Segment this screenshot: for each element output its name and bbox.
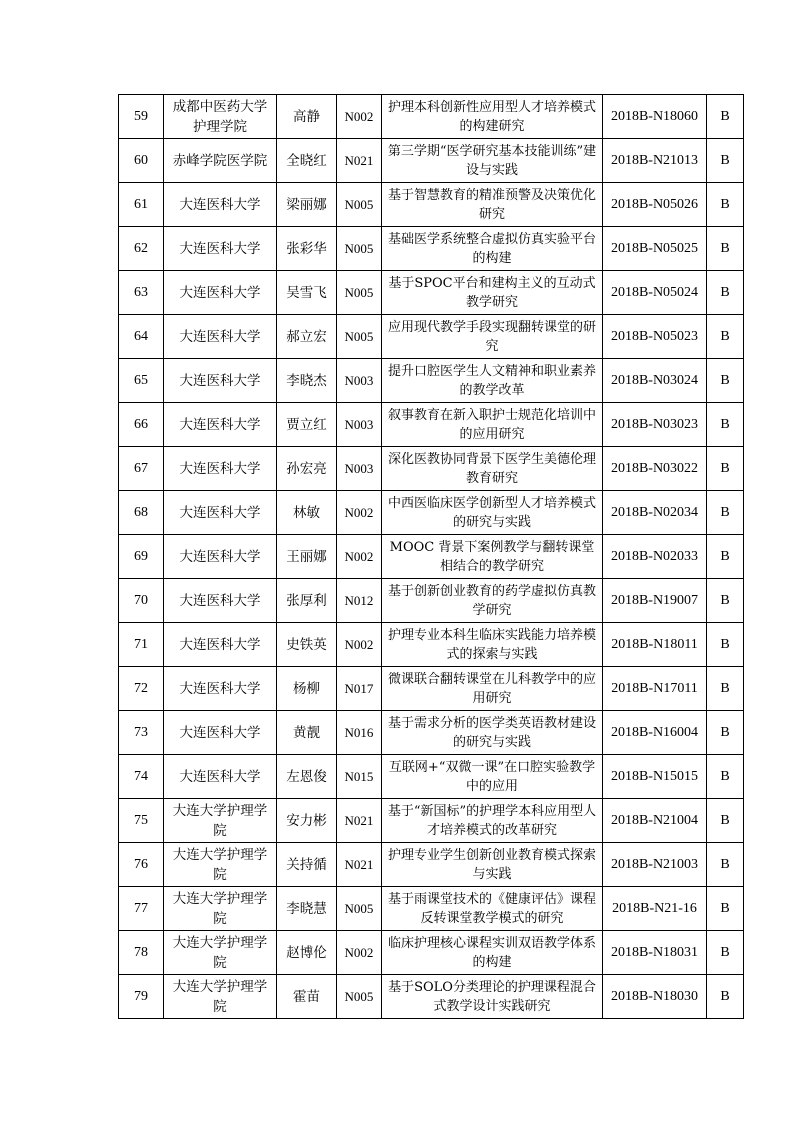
- category-code-cell: N021: [337, 843, 382, 887]
- project-topic-cell: 基于SPOC平台和建构主义的互动式教学研究: [382, 271, 603, 315]
- row-number: 76: [119, 843, 164, 887]
- project-topic-cell: 深化医教协同背景下医学生美德伦理教育研究: [382, 447, 603, 491]
- category-code-cell: N003: [337, 403, 382, 447]
- school-cell: 成都中医药大学护理学院: [164, 95, 277, 139]
- grade-cell: B: [707, 755, 744, 799]
- row-number: 68: [119, 491, 164, 535]
- category-code-cell: N002: [337, 95, 382, 139]
- leader-name-cell: 高静: [277, 95, 337, 139]
- leader-name-cell: 张彩华: [277, 227, 337, 271]
- grade-cell: B: [707, 975, 744, 1019]
- leader-name-cell: 霍苗: [277, 975, 337, 1019]
- table-row: [119, 843, 744, 887]
- project-topic-cell: 微课联合翻转课堂在儿科教学中的应用研究: [382, 667, 603, 711]
- project-topic-cell: 叙事教育在新入职护士规范化培训中的应用研究: [382, 403, 603, 447]
- category-code-cell: N021: [337, 139, 382, 183]
- school-cell: 赤峰学院医学院: [164, 139, 277, 183]
- category-code-cell: N015: [337, 755, 382, 799]
- category-code-cell: N002: [337, 623, 382, 667]
- row-number: 64: [119, 315, 164, 359]
- leader-name-cell: 关持循: [277, 843, 337, 887]
- grade-cell: B: [707, 931, 744, 975]
- category-code-cell: N005: [337, 183, 382, 227]
- category-code-cell: N021: [337, 799, 382, 843]
- row-number: 78: [119, 931, 164, 975]
- project-topic-cell: 护理专业本科生临床实践能力培养模式的探索与实践: [382, 623, 603, 667]
- grade-cell: B: [707, 843, 744, 887]
- leader-name-cell: 李晓慧: [277, 887, 337, 931]
- school-cell: 大连医科大学: [164, 359, 277, 403]
- leader-name-cell: 杨柳: [277, 667, 337, 711]
- project-topic-cell: 护理专业学生创新创业教育模式探索与实践: [382, 843, 603, 887]
- project-topic-cell: 中西医临床医学创新型人才培养模式的研究与实践: [382, 491, 603, 535]
- row-number: 69: [119, 535, 164, 579]
- table-row: [119, 403, 744, 447]
- table-row: [119, 95, 744, 139]
- project-id-cell: 2018B-N03022: [603, 447, 707, 491]
- table-row: [119, 359, 744, 403]
- table-row: [119, 975, 744, 1019]
- leader-name-cell: 孙宏亮: [277, 447, 337, 491]
- row-number: 66: [119, 403, 164, 447]
- row-number: 74: [119, 755, 164, 799]
- project-topic-cell: 基于创新创业教育的药学虚拟仿真教学研究: [382, 579, 603, 623]
- school-cell: 大连医科大学: [164, 447, 277, 491]
- school-cell: 大连医科大学: [164, 579, 277, 623]
- category-code-cell: N005: [337, 975, 382, 1019]
- project-id-cell: 2018B-N17011: [603, 667, 707, 711]
- leader-name-cell: 全晓红: [277, 139, 337, 183]
- row-number: 71: [119, 623, 164, 667]
- leader-name-cell: 吴雪飞: [277, 271, 337, 315]
- category-code-cell: N017: [337, 667, 382, 711]
- project-topic-cell: 应用现代教学手段实现翻转课堂的研究: [382, 315, 603, 359]
- table-row: [119, 579, 744, 623]
- leader-name-cell: 张厚利: [277, 579, 337, 623]
- school-cell: 大连大学护理学院: [164, 887, 277, 931]
- school-cell: 大连大学护理学院: [164, 843, 277, 887]
- grade-cell: B: [707, 491, 744, 535]
- grade-cell: B: [707, 403, 744, 447]
- table-row: [119, 183, 744, 227]
- project-id-cell: 2018B-N15015: [603, 755, 707, 799]
- row-number: 63: [119, 271, 164, 315]
- leader-name-cell: 贾立红: [277, 403, 337, 447]
- leader-name-cell: 赵博伦: [277, 931, 337, 975]
- project-table: [118, 94, 744, 1019]
- project-topic-cell: 基于需求分析的医学类英语教材建设的研究与实践: [382, 711, 603, 755]
- project-id-cell: 2018B-N19007: [603, 579, 707, 623]
- school-cell: 大连医科大学: [164, 271, 277, 315]
- table-row: [119, 535, 744, 579]
- leader-name-cell: 黄靓: [277, 711, 337, 755]
- table-row: [119, 931, 744, 975]
- project-id-cell: 2018B-N18031: [603, 931, 707, 975]
- project-id-cell: 2018B-N05023: [603, 315, 707, 359]
- row-number: 75: [119, 799, 164, 843]
- school-cell: 大连医科大学: [164, 711, 277, 755]
- category-code-cell: N005: [337, 887, 382, 931]
- project-id-cell: 2018B-N18060: [603, 95, 707, 139]
- category-code-cell: N003: [337, 359, 382, 403]
- leader-name-cell: 李晓杰: [277, 359, 337, 403]
- row-number: 72: [119, 667, 164, 711]
- grade-cell: B: [707, 315, 744, 359]
- table-row: [119, 711, 744, 755]
- project-topic-cell: 基于SOLO分类理论的护理课程混合式教学设计实践研究: [382, 975, 603, 1019]
- school-cell: 大连医科大学: [164, 227, 277, 271]
- project-id-cell: 2018B-N03024: [603, 359, 707, 403]
- category-code-cell: N002: [337, 491, 382, 535]
- school-cell: 大连医科大学: [164, 491, 277, 535]
- grade-cell: B: [707, 711, 744, 755]
- project-topic-cell: 临床护理核心课程实训双语教学体系的构建: [382, 931, 603, 975]
- school-cell: 大连医科大学: [164, 755, 277, 799]
- row-number: 62: [119, 227, 164, 271]
- table-row: [119, 491, 744, 535]
- project-id-cell: 2018B-N05025: [603, 227, 707, 271]
- school-cell: 大连医科大学: [164, 667, 277, 711]
- leader-name-cell: 林敏: [277, 491, 337, 535]
- project-id-cell: 2018B-N18030: [603, 975, 707, 1019]
- table-row: [119, 271, 744, 315]
- row-number: 60: [119, 139, 164, 183]
- table-row: [119, 227, 744, 271]
- grade-cell: B: [707, 95, 744, 139]
- grade-cell: B: [707, 579, 744, 623]
- grade-cell: B: [707, 887, 744, 931]
- row-number: 61: [119, 183, 164, 227]
- leader-name-cell: 梁丽娜: [277, 183, 337, 227]
- grade-cell: B: [707, 447, 744, 491]
- leader-name-cell: 郝立宏: [277, 315, 337, 359]
- project-id-cell: 2018B-N18011: [603, 623, 707, 667]
- school-cell: 大连医科大学: [164, 403, 277, 447]
- project-id-cell: 2018B-N21003: [603, 843, 707, 887]
- row-number: 59: [119, 95, 164, 139]
- project-id-cell: 2018B-N16004: [603, 711, 707, 755]
- school-cell: 大连医科大学: [164, 183, 277, 227]
- category-code-cell: N016: [337, 711, 382, 755]
- leader-name-cell: 左恩俊: [277, 755, 337, 799]
- project-topic-cell: 基于雨课堂技术的《健康评估》课程反转课堂教学模式的研究: [382, 887, 603, 931]
- project-id-cell: 2018B-N05024: [603, 271, 707, 315]
- project-id-cell: 2018B-N21004: [603, 799, 707, 843]
- school-cell: 大连大学护理学院: [164, 975, 277, 1019]
- grade-cell: B: [707, 667, 744, 711]
- project-topic-cell: 第三学期“医学研究基本技能训练”建设与实践: [382, 139, 603, 183]
- grade-cell: B: [707, 271, 744, 315]
- row-number: 73: [119, 711, 164, 755]
- table-row: [119, 799, 744, 843]
- category-code-cell: N005: [337, 227, 382, 271]
- grade-cell: B: [707, 139, 744, 183]
- project-topic-cell: 护理本科创新性应用型人才培养模式的构建研究: [382, 95, 603, 139]
- category-code-cell: N005: [337, 315, 382, 359]
- category-code-cell: N012: [337, 579, 382, 623]
- grade-cell: B: [707, 623, 744, 667]
- row-number: 65: [119, 359, 164, 403]
- project-topic-cell: 互联网+“双微一课”在口腔实验教学中的应用: [382, 755, 603, 799]
- category-code-cell: N002: [337, 535, 382, 579]
- category-code-cell: N003: [337, 447, 382, 491]
- grade-cell: B: [707, 799, 744, 843]
- row-number: 67: [119, 447, 164, 491]
- project-topic-cell: MOOC 背景下案例教学与翻转课堂相结合的教学研究: [382, 535, 603, 579]
- project-id-cell: 2018B-N21013: [603, 139, 707, 183]
- leader-name-cell: 安力彬: [277, 799, 337, 843]
- school-cell: 大连医科大学: [164, 315, 277, 359]
- grade-cell: B: [707, 183, 744, 227]
- table-row: [119, 315, 744, 359]
- project-topic-cell: 基于智慧教育的精准预警及决策优化研究: [382, 183, 603, 227]
- table-row: [119, 755, 744, 799]
- grade-cell: B: [707, 359, 744, 403]
- project-topic-cell: 提升口腔医学生人文精神和职业素养的教学改革: [382, 359, 603, 403]
- table-row: [119, 887, 744, 931]
- project-topic-cell: 基于“新国标”的护理学本科应用型人才培养模式的改革研究: [382, 799, 603, 843]
- grade-cell: B: [707, 227, 744, 271]
- table-row: [119, 667, 744, 711]
- school-cell: 大连大学护理学院: [164, 931, 277, 975]
- leader-name-cell: 史铁英: [277, 623, 337, 667]
- row-number: 70: [119, 579, 164, 623]
- school-cell: 大连医科大学: [164, 535, 277, 579]
- project-topic-cell: 基础医学系统整合虚拟仿真实验平台的构建: [382, 227, 603, 271]
- project-id-cell: 2018B-N21-16: [603, 887, 707, 931]
- project-id-cell: 2018B-N03023: [603, 403, 707, 447]
- school-cell: 大连医科大学: [164, 623, 277, 667]
- leader-name-cell: 王丽娜: [277, 535, 337, 579]
- table-row: [119, 447, 744, 491]
- row-number: 77: [119, 887, 164, 931]
- table-row: [119, 623, 744, 667]
- category-code-cell: N002: [337, 931, 382, 975]
- project-id-cell: 2018B-N05026: [603, 183, 707, 227]
- school-cell: 大连大学护理学院: [164, 799, 277, 843]
- table-row: [119, 139, 744, 183]
- project-id-cell: 2018B-N02034: [603, 491, 707, 535]
- project-id-cell: 2018B-N02033: [603, 535, 707, 579]
- table-body: [119, 95, 744, 1019]
- grade-cell: B: [707, 535, 744, 579]
- row-number: 79: [119, 975, 164, 1019]
- category-code-cell: N005: [337, 271, 382, 315]
